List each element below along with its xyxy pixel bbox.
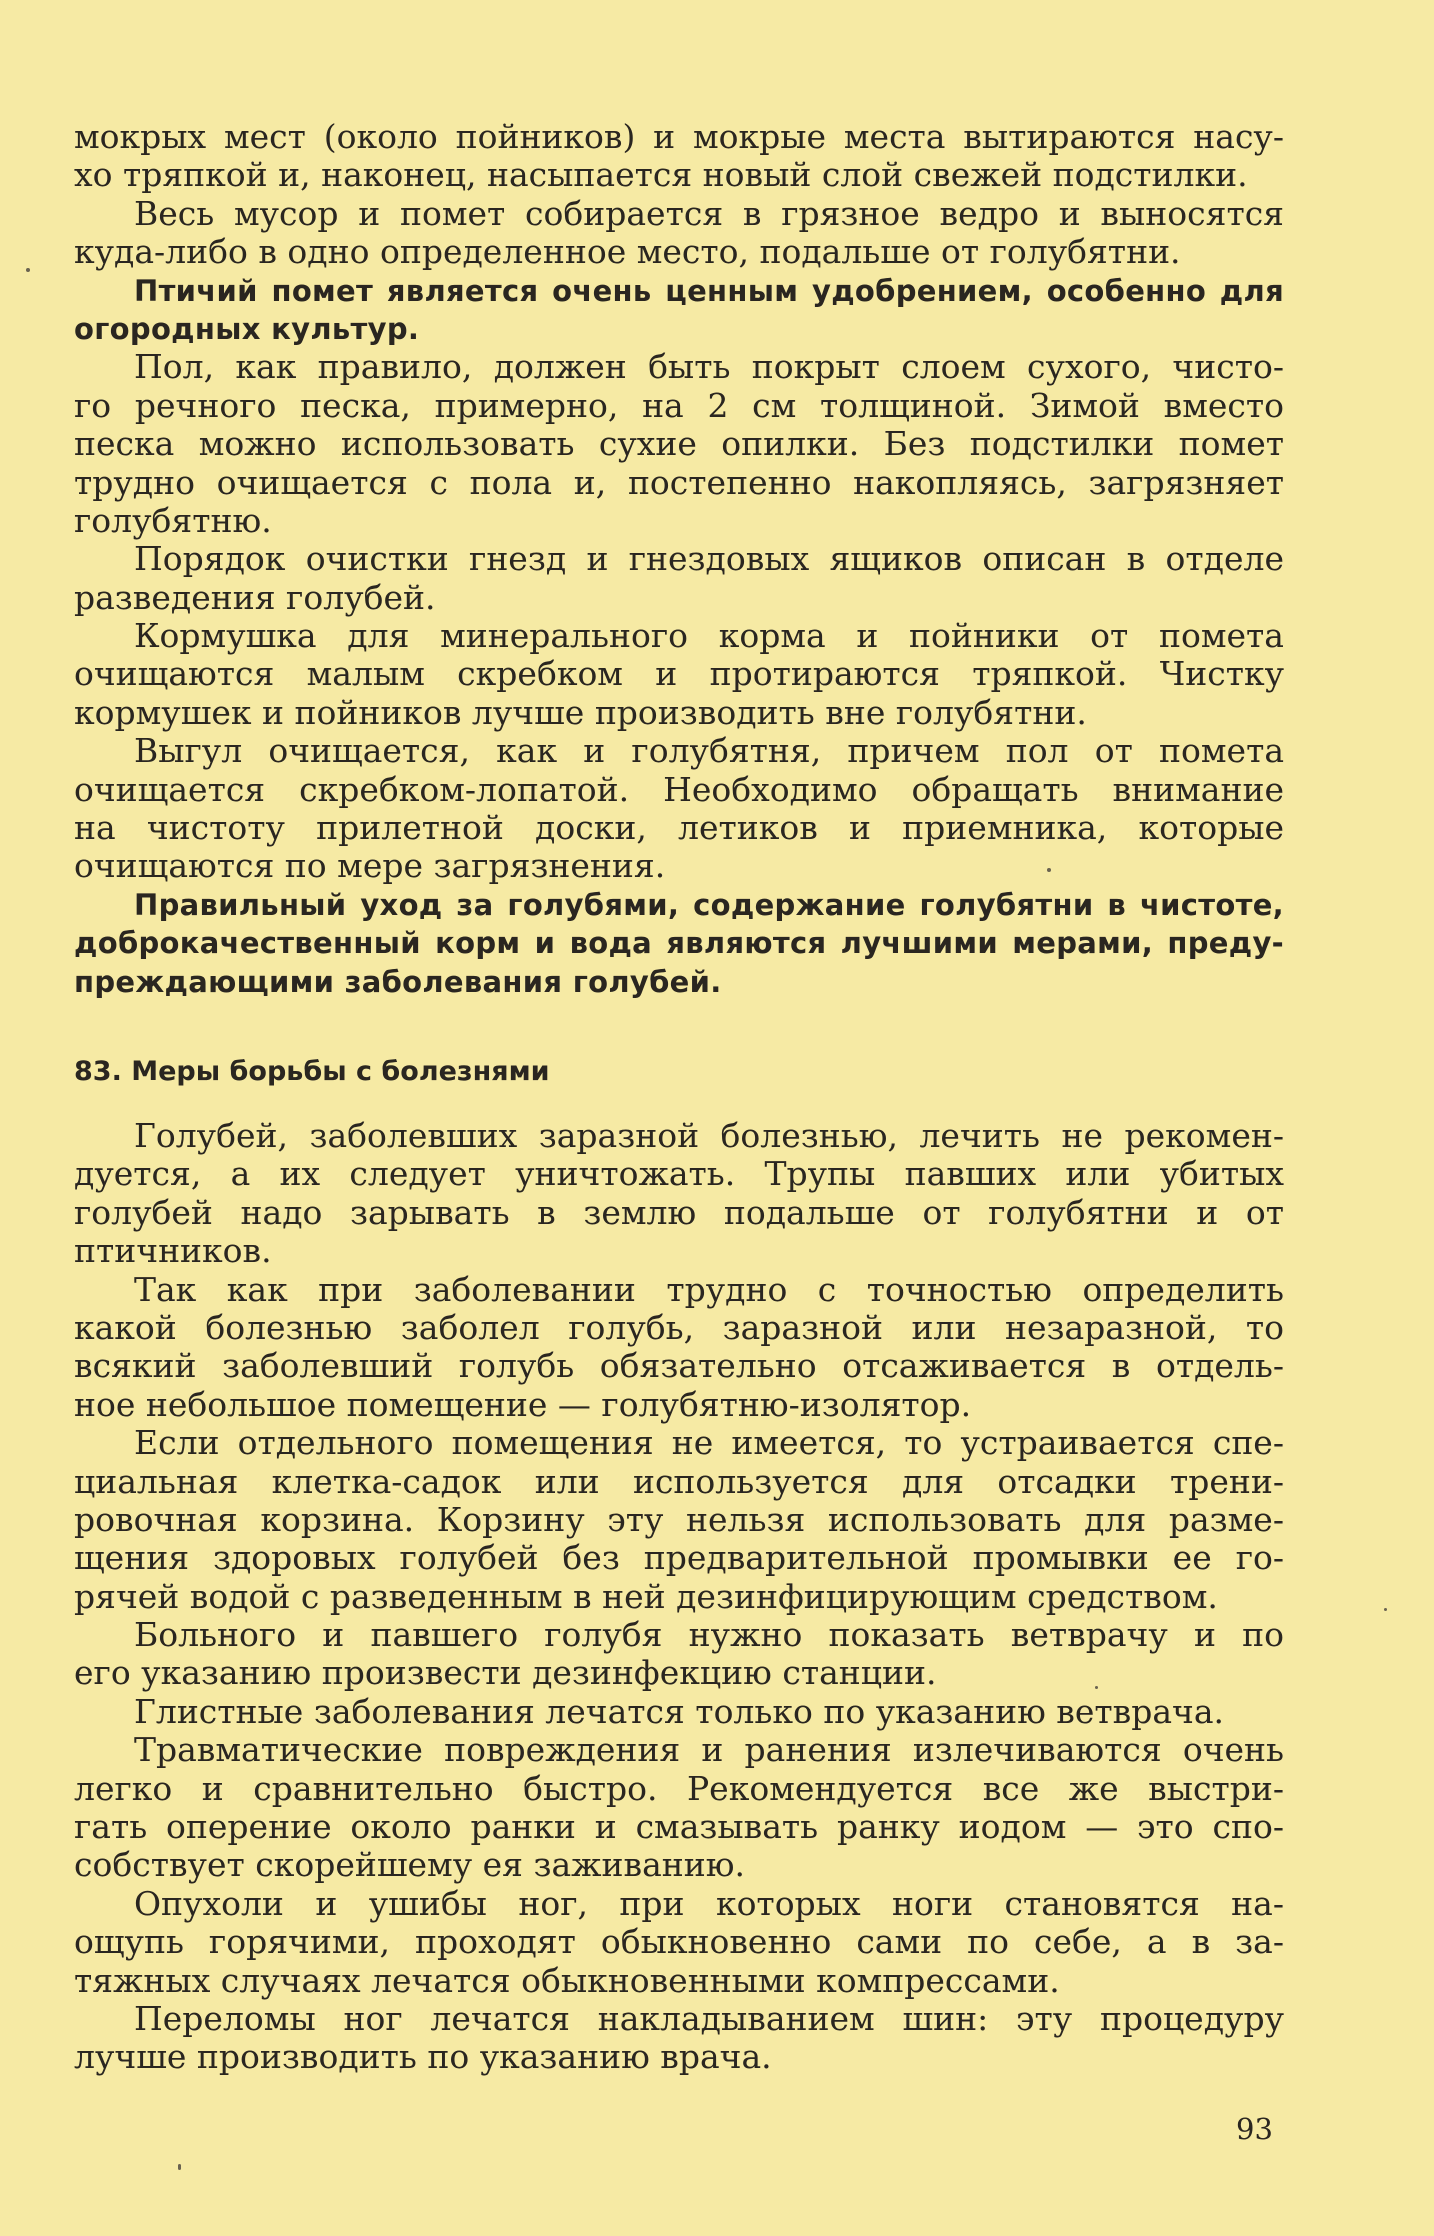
paragraph [74, 195, 1284, 272]
paragraph [74, 540, 1284, 617]
print-speck [1095, 1686, 1098, 1689]
text-line: очищается скребком-лопатой. Необходимо обращать внимание [74, 769, 1284, 809]
text-line: Глистные заболевания лечатся только по указанию ветврача. [134, 1691, 1225, 1731]
text-line: ное небольшое помещение — голубятню-изолятор. [74, 1384, 972, 1424]
paragraph [74, 617, 1284, 732]
text-line: голубей надо зарывать в землю подальше от голубятни и от [74, 1192, 1284, 1232]
text-line: щения здоровых голубей без предварительной промывки ее го- [74, 1538, 1284, 1578]
print-speck [1384, 1608, 1387, 1611]
text-line: лучше производить по указанию врача. [74, 2037, 772, 2077]
emphasis-paragraph [74, 272, 1284, 349]
paragraph [74, 732, 1284, 886]
print-speck [178, 2164, 181, 2170]
text-line: птичников. [74, 1231, 272, 1271]
text-line: голубятню. [74, 500, 272, 540]
pre-section-text [74, 118, 1284, 1001]
text-line: Порядок очистки гнезд и гнездовых ящиков описан в отделе [134, 539, 1284, 579]
text-line: Голубей, заболевших заразной болезнью, лечить не рекомен- [134, 1115, 1284, 1155]
section-heading: 83. Меры борьбы с болезнями [74, 1055, 550, 1087]
text-line: преждающими заболевания голубей. [74, 964, 722, 999]
paragraph [74, 348, 1284, 540]
text-line: куда-либо в одно определенное место, подальше от голубятни. [74, 232, 1181, 272]
page-number: 93 [1236, 2112, 1273, 2146]
text-line: очищаются по мере загрязнения. [74, 846, 666, 886]
paragraph [74, 1271, 1284, 1425]
paragraph [74, 1424, 1284, 1616]
paragraph [74, 1117, 1284, 1271]
paragraph [74, 2000, 1284, 2077]
paragraph [74, 1693, 1284, 1731]
text-line: ровочная корзина. Корзину эту нельзя использовать для разме- [74, 1499, 1284, 1539]
text-line: Если отдельного помещения не имеется, то устраивается спе- [134, 1423, 1284, 1463]
text-line: на чистоту прилетной доски, летиков и приемника, которые [74, 808, 1284, 848]
text-line: собствует скорейшему ея заживанию. [74, 1845, 745, 1885]
text-line: го речного песка, примерно, на 2 см толщиной. Зимой вместо [74, 385, 1284, 425]
text-line: дуется, а их следует уничтожать. Трупы павших или убитых [74, 1154, 1284, 1194]
page-body [74, 118, 1284, 2077]
section-body-text [74, 1117, 1284, 2077]
emphasis-paragraph [74, 886, 1284, 1001]
paragraph [74, 1885, 1284, 2000]
text-line: Пол, как правило, должен быть покрыт слоем сухого, чисто- [134, 347, 1284, 387]
text-line: Травматические повреждения и ранения излечиваются очень [134, 1730, 1284, 1770]
text-line: хо тряпкой и, наконец, насыпается новый слой свежей подстилки. [74, 155, 1248, 195]
text-line: ощупь горячими, проходят обыкновенно сами по себе, а в за- [74, 1922, 1284, 1962]
text-line: кормушек и пойников лучше производить вне голубятни. [74, 692, 1087, 732]
text-line: песка можно использовать сухие опилки. Без подстилки помет [74, 424, 1284, 464]
print-speck [26, 268, 30, 272]
text-line: Весь мусор и помет собирается в грязное ведро и выносятся [134, 193, 1284, 233]
text-line: какой болезнью заболел голубь, заразной или незаразной, то [74, 1307, 1284, 1347]
text-line: гать оперение около ранки и смазывать ранку иодом — это спо- [74, 1807, 1284, 1847]
text-line: трудно очищается с пола и, постепенно накопляясь, загрязняет [74, 462, 1284, 502]
text-line: Переломы ног лечатся накладыванием шин: эту процедуру [134, 1998, 1284, 2038]
text-line: циальная клетка-садок или используется для отсадки трени- [74, 1461, 1284, 1501]
text-line: тяжных случаях лечатся обыкновенными компрессами. [74, 1960, 1060, 2000]
text-line: огородных культур. [74, 311, 420, 346]
text-line: Опухоли и ушибы ног, при которых ноги становятся на- [134, 1883, 1284, 1923]
text-line: Птичий помет является очень ценным удобрением, особенно для [134, 273, 1284, 308]
paragraph [74, 1731, 1284, 1885]
text-line: Правильный уход за голубями, содержание голубятни в чистоте, [134, 887, 1284, 922]
text-line: Больного и павшего голубя нужно показать ветврачу и по [134, 1615, 1284, 1655]
text-line: легко и сравнительно быстро. Рекомендуется все же выстри- [74, 1768, 1284, 1808]
paragraph [74, 1616, 1284, 1693]
text-line: очищаются малым скребком и протираются тряпкой. Чистку [74, 654, 1284, 694]
print-speck [1047, 868, 1051, 872]
text-line: рячей водой с разведенным в ней дезинфицирующим средством. [74, 1576, 1218, 1616]
paragraph [74, 118, 1284, 195]
text-line: Выгул очищается, как и голубятня, причем пол от помета [134, 731, 1284, 771]
text-line: всякий заболевший голубь обязательно отсаживается в отдель- [74, 1346, 1284, 1386]
text-line: его указанию произвести дезинфекцию станции. [74, 1653, 937, 1693]
text-line: разведения голубей. [74, 577, 436, 617]
text-line: Так как при заболевании трудно с точностью определить [134, 1269, 1284, 1309]
text-line: мокрых мест (около пойников) и мокрые места вытираются насу- [74, 117, 1284, 156]
text-line: доброкачественный корм и вода являются лучшими мерами, преду- [74, 926, 1284, 961]
text-line: Кормушка для минерального корма и пойники от помета [134, 616, 1284, 656]
